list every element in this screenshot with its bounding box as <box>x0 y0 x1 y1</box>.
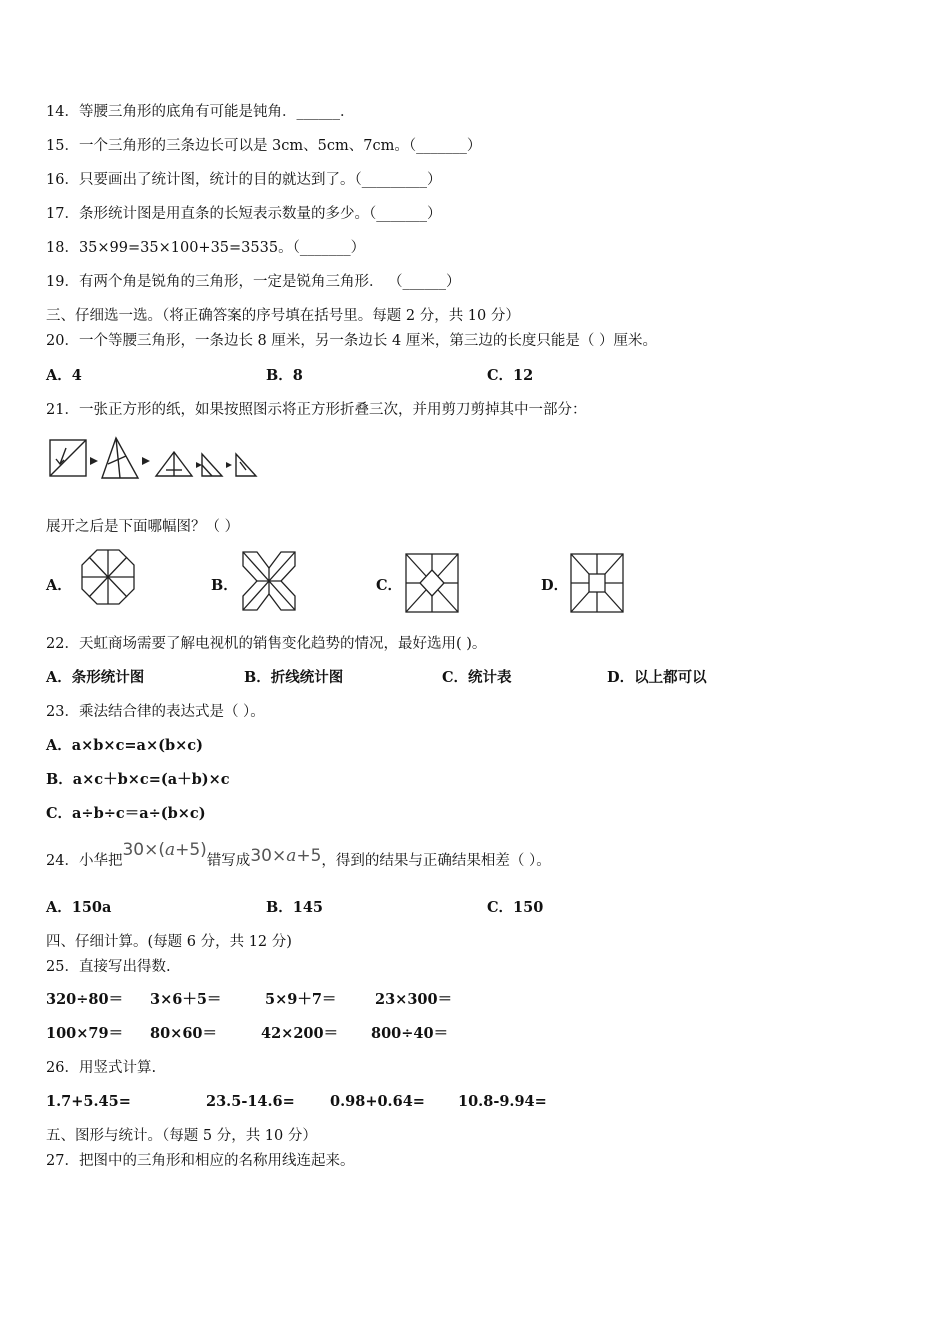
question-20-option-a: A．4 <box>46 367 82 384</box>
question-20-stem: 20．一个等腰三角形，一条边长 8 厘米，另一条边长 4 厘米，第三边的长度只能是（ ）厘米。 <box>46 333 657 349</box>
question-14: 14．等腰三角形的底角有可能是钝角．______． <box>46 104 355 120</box>
question-27-stem: 27．把图中的三角形和相应的名称用线连起来。 <box>46 1153 355 1169</box>
wrong-expression: 30×a+5 <box>250 846 322 866</box>
calc-item: 3×6＋5＝ <box>150 991 222 1008</box>
question-24-part-1: 24．小华把 <box>46 853 123 869</box>
question-24-part-2: 错写成 <box>206 853 251 869</box>
question-22-option-d: D．以上都可以 <box>607 669 707 686</box>
vertical-calc-item: 10.8-9.94= <box>458 1093 547 1110</box>
question-24-stem <box>46 840 551 871</box>
question-21-stem: 21．一张正方形的纸，如果按照图示将正方形折叠三次，并用剪刀剪掉其中一部分： <box>46 402 587 418</box>
folded-triangle-shape-3 <box>202 454 222 476</box>
calc-item: 100×79＝ <box>46 1025 124 1042</box>
cut-triangle-shape <box>236 454 256 476</box>
question-18: 18．35×99=35×100+35=3535。（_______） <box>46 240 366 256</box>
question-17: 17．条形统计图是用直条的长短表示数量的多少。（_______） <box>46 206 442 222</box>
question-15: 15．一个三角形的三条边长可以是 3cm、5cm、7cm。（_______） <box>46 138 482 154</box>
question-21-option-c: C． <box>376 577 403 594</box>
question-23-option-c: C．a÷b÷c＝a÷(b×c) <box>46 805 206 822</box>
question-23-stem: 23．乘法结合律的表达式是（ ）。 <box>46 704 265 720</box>
vertical-calc-item: 1.7+5.45= <box>46 1093 131 1110</box>
calc-item: 80×60＝ <box>150 1025 218 1042</box>
question-26-stem: 26．用竖式计算. <box>46 1060 157 1076</box>
question-24-option-c: C．150 <box>487 899 544 916</box>
option-c-diamond-figure <box>404 552 460 614</box>
vertical-calc-item: 23.5-14.6= <box>206 1093 295 1110</box>
question-22-option-c: C．统计表 <box>442 669 512 686</box>
question-21-option-a: A． <box>46 577 72 594</box>
question-23-option-a: A．a×b×c=a×(b×c) <box>46 737 203 754</box>
question-22-option-b: B．折线统计图 <box>244 669 344 686</box>
question-23-option-b: B．a×c＋b×c=(a＋b)×c <box>46 771 230 788</box>
question-21-option-b: B． <box>211 577 238 594</box>
question-21-ask: 展开之后是下面哪幅图？（ ） <box>46 519 240 535</box>
question-25-stem: 25．直接写出得数. <box>46 959 171 975</box>
folding-sequence-figure <box>46 434 260 486</box>
vertical-calc-item: 0.98+0.64= <box>330 1093 425 1110</box>
question-22-stem: 22．天虹商场需要了解电视机的销售变化趋势的情况，最好选用( )。 <box>46 636 487 652</box>
question-22-option-a: A．条形统计图 <box>46 669 145 686</box>
calc-item: 320÷80＝ <box>46 991 124 1008</box>
calc-item: 800÷40＝ <box>371 1025 449 1042</box>
correct-expression: 30×(a+5) <box>122 840 207 860</box>
question-19: 19．有两个角是锐角的三角形，一定是锐角三角形． （______） <box>46 274 461 290</box>
section-5-heading: 五、图形与统计。（每题 5 分，共 10 分） <box>46 1128 317 1144</box>
question-16: 16．只要画出了统计图，统计的目的就达到了。（_________） <box>46 172 442 188</box>
section-4-heading: 四、仔细计算。(每题 6 分，共 12 分) <box>46 934 292 950</box>
section-3-heading: 三、仔细选一选。（将正确答案的序号填在括号里。每题 2 分，共 10 分） <box>46 308 520 324</box>
calc-item: 23×300＝ <box>375 991 453 1008</box>
question-20-option-b: B．8 <box>266 367 303 384</box>
option-b-cross-figure <box>241 550 297 612</box>
question-21-option-d: D． <box>541 577 569 594</box>
calc-item: 5×9＋7＝ <box>265 991 337 1008</box>
question-24-option-b: B．145 <box>266 899 324 916</box>
option-a-octagon-figure <box>80 548 136 606</box>
calc-item: 42×200＝ <box>261 1025 339 1042</box>
question-20-option-c: C．12 <box>487 367 534 384</box>
option-d-square-figure <box>569 552 625 614</box>
question-24-option-a: A．150a <box>46 899 112 916</box>
question-24-part-3: ，得到的结果与正确结果相差（ ）。 <box>321 853 551 869</box>
